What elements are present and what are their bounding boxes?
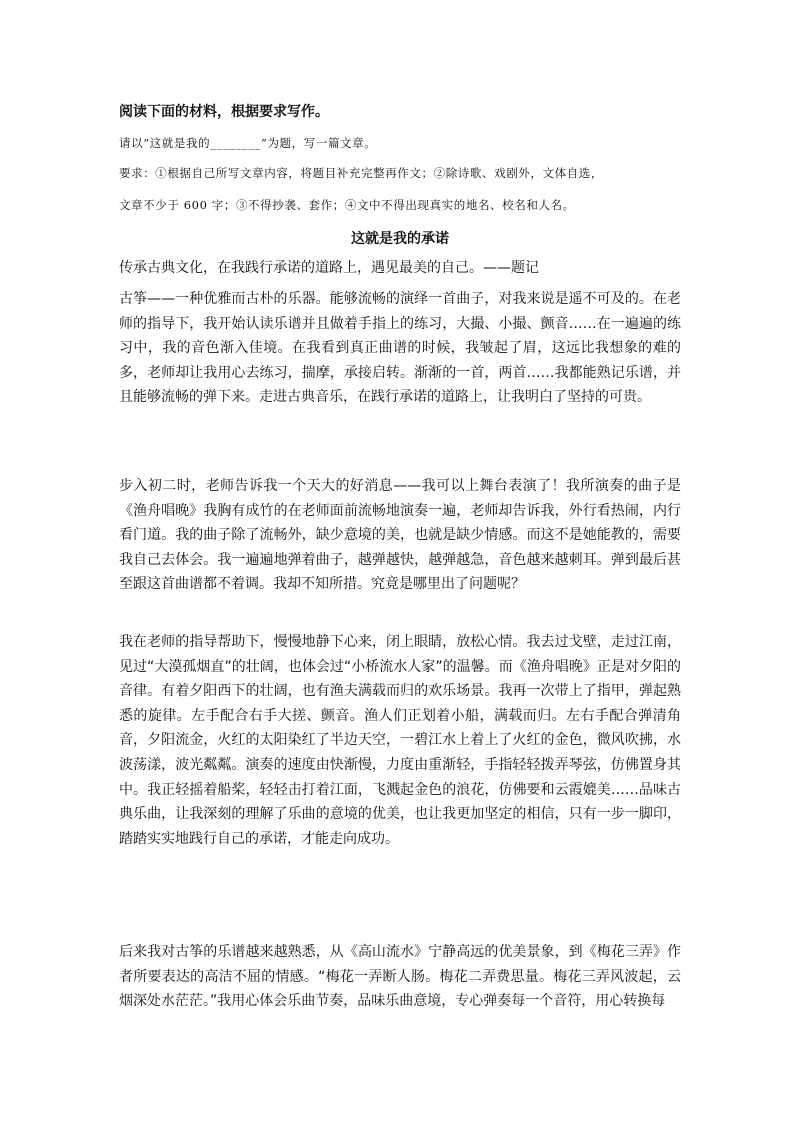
essay-paragraph-2: 步入初二时，老师告诉我一个天大的好消息——我可以上舞台表演了！我所演奏的曲子是《渔舟唱晚》我胸有成竹的在老师面前流畅地演奏一遍，老师却告诉我，外行看热闹，内行看门道。我的曲子除了流畅外，缺少意境的美，也就是缺少情感。而这不是她能教的，需要我自己去体会。我一遍遍地弹着曲子，越弹越快，越弹越急，音色越来越刺耳。弹到最后甚至跟这首曲谱都不着调。我却不知所措。究竟是哪里出了问题呢？ — [119, 478, 681, 593]
essay-title: 这就是我的承诺 — [351, 231, 449, 247]
requirements-line-2: 文章不少于 600 字；③不得抄袭、套作；④文中不得出现真实的地名、校名和人名。 — [119, 198, 575, 212]
writing-prompt: 请以“这就是我的________”为题，写一篇文章。 — [119, 136, 377, 150]
instruction-heading: 阅读下面的材料，根据要求写作。 — [119, 104, 329, 120]
essay-paragraph-1: 古筝——一种优雅而古朴的乐器。能够流畅的演绎一首曲子，对我来说是遥不可及的。在老师的指导下，我开始认读乐谱并且做着手指上的练习，大撮、小撮、颤音……在一遍遍的练习中，我的音色渐入佳境。在我看到真正曲谱的时候，我皱起了眉，这远比我想象的难的多，老师却让我用心去练习，揣摩，承接启转。渐渐的一首，两首……我都能熟记乐谱，并且能够流畅的弹下来。走进古典音乐，在践行承诺的道路上，让我明白了坚持的可贵。 — [119, 291, 681, 406]
essay-paragraph-4: 后来我对古筝的乐谱越来越熟悉，从《高山流水》宁静高远的优美景象，到《梅花三弄》作者所要表达的高洁不屈的情感。“梅花一弄断人肠。梅花二弄费思量。梅花三弄风波起，云烟深处水茫茫。”我用心体会乐曲节奏，品味乐曲意境，专心弹奏每一个音符，用心转换每 — [119, 944, 681, 1010]
document-page — [119, 0, 681, 1123]
essay-paragraph-3: 我在老师的指导帮助下，慢慢地静下心来，闭上眼睛，放松心情。我去过戈壁，走过江南，见过“大漠孤烟直”的壮阔，也体会过“小桥流水人家”的温馨。而《渔舟唱晚》正是对夕阳的音律。有着夕阳西下的壮阔，也有渔夫满载而归的欢乐场景。我再一次带上了指甲，弹起熟悉的旋律。左手配合右手大搓、颤音。渔人们正划着小船，满载而归。左右手配合弹清角音，夕阳流金，火红的太阳染红了半边天空，一碧江水上着上了火红的金色，微风吹拂，水波荡漾，波光粼粼。演奏的速度由快渐慢，力度由重渐轻，手指轻轻拨弄琴弦，仿佛置身其中。我正轻摇着船桨，轻轻击打着江面，飞溅起金色的浪花，仿佛要和云霞媲美……品味古典乐曲，让我深刻的理解了乐曲的意境的优美，也让我更加坚定的相信，只有一步一脚印，踏踏实实地践行自己的承诺，才能走向成功。 — [119, 634, 681, 847]
requirements-line-1: 要求：①根据自己所写文章内容，将题目补充完整再作文；②除诗歌、戏剧外，文体自选， — [119, 166, 603, 180]
essay-epigraph: 传承古典文化，在我践行承诺的道路上，遇见最美的自己。——题记 — [119, 260, 539, 276]
